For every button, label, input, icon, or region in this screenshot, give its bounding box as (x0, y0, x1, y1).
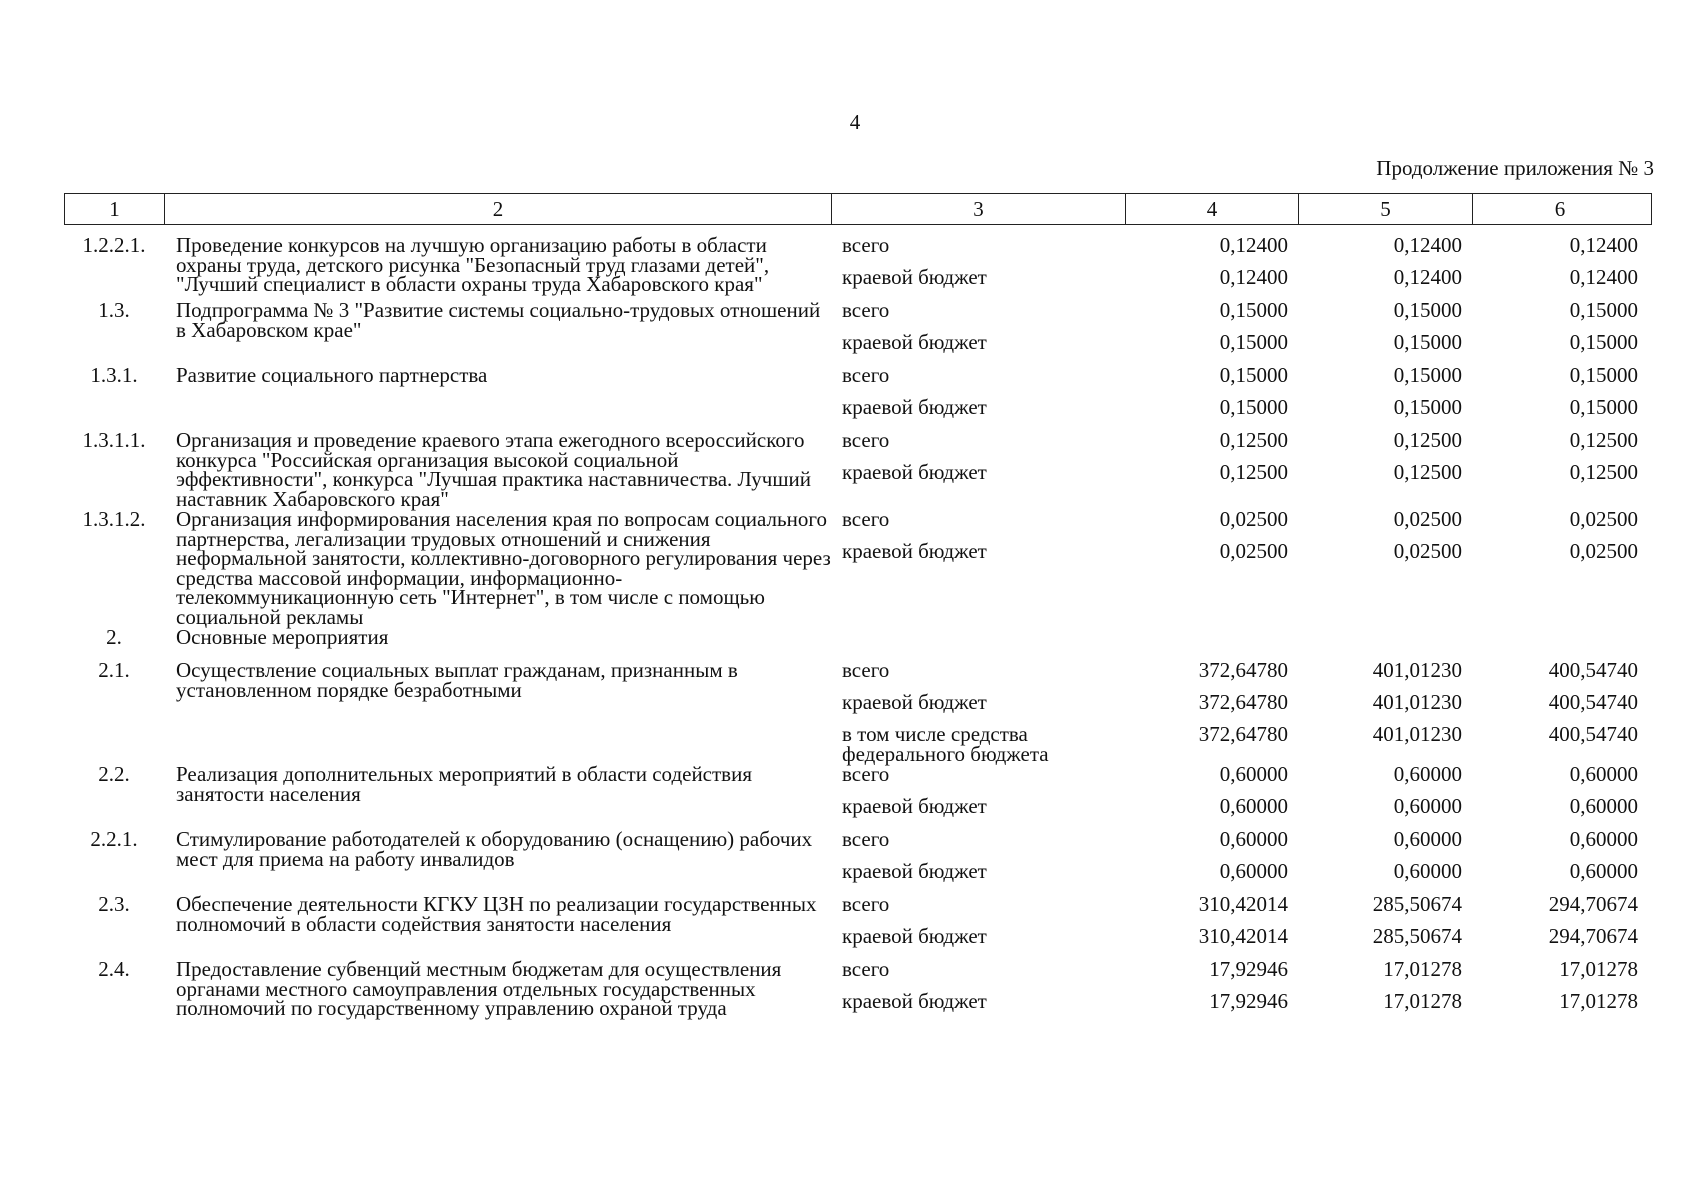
funding-source: краевой бюджет (842, 330, 987, 354)
value-col-4: 372,64780 (1198, 658, 1288, 682)
table-row (64, 892, 1652, 959)
value-col-6: 0,02500 (1569, 539, 1638, 563)
funding-line (831, 827, 1652, 862)
value-col-6: 0,15000 (1569, 363, 1638, 387)
table-row (64, 957, 1652, 1024)
value-col-6: 0,60000 (1569, 794, 1638, 818)
table-row (64, 658, 1652, 766)
value-col-5: 0,02500 (1393, 539, 1462, 563)
row-number: 1.3.1.1. (82, 428, 146, 452)
value-col-6: 294,70674 (1548, 892, 1638, 916)
funding-line (831, 924, 1652, 959)
row-funding-lines (831, 428, 1652, 495)
funding-line (831, 233, 1652, 268)
value-col-4: 310,42014 (1198, 892, 1288, 916)
funding-line (831, 989, 1652, 1024)
value-col-6: 400,54740 (1548, 658, 1638, 682)
row-number: 1.3. (98, 298, 130, 322)
funding-source: всего (842, 762, 890, 786)
value-col-4: 372,64780 (1198, 722, 1288, 746)
header-col-1: 1 (65, 194, 165, 224)
funding-line (831, 722, 1652, 766)
funding-source: всего (842, 957, 890, 981)
value-col-6: 0,15000 (1569, 330, 1638, 354)
value-col-5: 0,12400 (1393, 233, 1462, 257)
funding-source: краевой бюджет (842, 794, 987, 818)
funding-source: краевой бюджет (842, 989, 987, 1013)
row-number: 1.3.1. (90, 363, 138, 387)
row-number: 2.2. (98, 762, 130, 786)
value-col-5: 0,12500 (1393, 428, 1462, 452)
row-number: 2.1. (98, 658, 130, 682)
value-col-5: 401,01230 (1372, 690, 1462, 714)
row-title: Обеспечение деятельности КГКУ ЦЗН по реализации государственных полномочий в области содействия занятости населения (176, 892, 817, 936)
value-col-5: 0,60000 (1393, 762, 1462, 786)
value-col-4: 0,15000 (1219, 330, 1288, 354)
funding-line (831, 395, 1652, 430)
funding-line (831, 428, 1652, 463)
value-col-5: 401,01230 (1372, 658, 1462, 682)
funding-source: всего (842, 233, 890, 257)
value-col-6: 400,54740 (1548, 690, 1638, 714)
funding-line (831, 330, 1652, 365)
value-col-5: 0,12500 (1393, 460, 1462, 484)
value-col-5: 0,60000 (1393, 827, 1462, 851)
table-row (64, 233, 1652, 300)
header-col-5: 5 (1299, 194, 1473, 224)
funding-source: краевой бюджет (842, 539, 987, 563)
funding-source: краевой бюджет (842, 859, 987, 883)
funding-line (831, 507, 1652, 542)
header-col-2: 2 (165, 194, 832, 224)
value-col-6: 0,12400 (1569, 233, 1638, 257)
funding-line (831, 794, 1652, 829)
value-col-4: 0,12400 (1219, 233, 1288, 257)
funding-line (831, 658, 1652, 693)
row-title: Подпрограмма № 3 "Развитие системы социально-трудовых отношений в Хабаровском крае" (176, 298, 821, 342)
table-row (64, 507, 1652, 629)
value-col-5: 285,50674 (1372, 892, 1462, 916)
row-number: 1.3.1.2. (82, 507, 146, 531)
value-col-5: 0,02500 (1393, 507, 1462, 531)
row-funding-lines (831, 827, 1652, 894)
value-col-6: 0,12500 (1569, 460, 1638, 484)
funding-source: всего (842, 298, 890, 322)
funding-source: краевой бюджет (842, 924, 987, 948)
value-col-4: 0,02500 (1219, 507, 1288, 531)
value-col-4: 0,15000 (1219, 363, 1288, 387)
funding-line (831, 298, 1652, 333)
value-col-4: 0,02500 (1219, 539, 1288, 563)
row-number: 2.2.1. (90, 827, 138, 851)
row-funding-lines (831, 298, 1652, 365)
funding-source: в том числе средства федерального бюджета (842, 722, 1049, 766)
funding-source: всего (842, 827, 890, 851)
value-col-4: 372,64780 (1198, 690, 1288, 714)
funding-source: всего (842, 892, 890, 916)
funding-source: всего (842, 507, 890, 531)
row-title: Организация информирования населения края по вопросам социального партнерства, легализации трудовых отношений и снижения неформальной занятости, коллективно-договорного регулирования через средства массовой информации, информационно-телекоммуникационную сеть "Интернет", в том числе с помощью социальной рекламы (176, 507, 831, 629)
row-title: Развитие социального партнерства (176, 363, 488, 387)
funding-line (831, 957, 1652, 992)
table-row (64, 625, 1652, 660)
value-col-5: 0,60000 (1393, 859, 1462, 883)
value-col-4: 0,12500 (1219, 428, 1288, 452)
funding-line (831, 265, 1652, 300)
funding-line (831, 363, 1652, 398)
row-funding-lines (831, 507, 1652, 574)
funding-source: краевой бюджет (842, 395, 987, 419)
table-header (64, 193, 1652, 225)
row-funding-lines (831, 233, 1652, 300)
table-row (64, 428, 1652, 511)
row-title: Предоставление субвенций местным бюджетам для осуществления органами местного самоуправления отдельных государственных полномочий по государственному управлению охраной труда (176, 957, 782, 1020)
value-col-5: 0,15000 (1393, 363, 1462, 387)
funding-source: краевой бюджет (842, 460, 987, 484)
table-body (64, 233, 1652, 1025)
value-col-6: 294,70674 (1548, 924, 1638, 948)
row-number: 2.3. (98, 892, 130, 916)
value-col-4: 0,60000 (1219, 859, 1288, 883)
table-row (64, 298, 1652, 365)
row-funding-lines (831, 957, 1652, 1024)
value-col-6: 17,01278 (1559, 989, 1638, 1013)
value-col-5: 0,60000 (1393, 794, 1462, 818)
header-col-3: 3 (832, 194, 1126, 224)
value-col-5: 0,15000 (1393, 330, 1462, 354)
row-number: 2. (106, 625, 122, 649)
value-col-6: 0,12500 (1569, 428, 1638, 452)
value-col-4: 0,15000 (1219, 298, 1288, 322)
funding-line (831, 892, 1652, 927)
value-col-5: 17,01278 (1383, 989, 1462, 1013)
table-row (64, 762, 1652, 829)
funding-line (831, 539, 1652, 574)
value-col-4: 310,42014 (1198, 924, 1288, 948)
value-col-6: 0,02500 (1569, 507, 1638, 531)
value-col-4: 17,92946 (1209, 957, 1288, 981)
appendix-note: Продолжение приложения № 3 (1376, 156, 1654, 180)
funding-source: всего (842, 658, 890, 682)
value-col-6: 17,01278 (1559, 957, 1638, 981)
funding-line (831, 460, 1652, 495)
value-col-6: 0,12400 (1569, 265, 1638, 289)
funding-source: всего (842, 428, 890, 452)
row-title: Осуществление социальных выплат гражданам, признанным в установленном порядке безработными (176, 658, 738, 702)
funding-source: краевой бюджет (842, 690, 987, 714)
value-col-4: 0,60000 (1219, 827, 1288, 851)
value-col-5: 0,12400 (1393, 265, 1462, 289)
value-col-4: 0,60000 (1219, 794, 1288, 818)
value-col-6: 0,60000 (1569, 827, 1638, 851)
value-col-4: 0,15000 (1219, 395, 1288, 419)
value-col-6: 0,60000 (1569, 859, 1638, 883)
row-title: Реализация дополнительных мероприятий в области содействия занятости населения (176, 762, 752, 806)
value-col-5: 285,50674 (1372, 924, 1462, 948)
row-title: Основные мероприятия (176, 625, 389, 649)
value-col-6: 400,54740 (1548, 722, 1638, 746)
funding-source: краевой бюджет (842, 265, 987, 289)
funding-source: всего (842, 363, 890, 387)
row-funding-lines (831, 762, 1652, 829)
row-funding-lines (831, 658, 1652, 766)
value-col-6: 0,60000 (1569, 762, 1638, 786)
table-row (64, 363, 1652, 430)
value-col-5: 0,15000 (1393, 298, 1462, 322)
value-col-4: 0,60000 (1219, 762, 1288, 786)
row-title: Организация и проведение краевого этапа ежегодного всероссийского конкурса "Российская организация высокой социальной эффективности", конкурса "Лучшая практика наставничества. Лучший наставник Хабаровского края" (176, 428, 811, 511)
value-col-5: 401,01230 (1372, 722, 1462, 746)
header-col-6: 6 (1554, 197, 1566, 221)
funding-line (831, 690, 1652, 725)
row-number: 2.4. (98, 957, 130, 981)
row-funding-lines (831, 363, 1652, 430)
value-col-4: 17,92946 (1209, 989, 1288, 1013)
value-col-5: 17,01278 (1383, 957, 1462, 981)
row-title: Стимулирование работодателей к оборудованию (оснащению) рабочих мест для приема на работу инвалидов (176, 827, 813, 871)
value-col-4: 0,12400 (1219, 265, 1288, 289)
value-col-4: 0,12500 (1219, 460, 1288, 484)
row-title: Проведение конкурсов на лучшую организацию работы в области охраны труда, детского рисунка "Безопасный труд глазами детей", "Лучший специалист в области охраны труда Хабаровского края" (176, 233, 770, 296)
row-funding-lines (831, 892, 1652, 959)
value-col-5: 0,15000 (1393, 395, 1462, 419)
row-number: 1.2.2.1. (82, 233, 146, 257)
funding-line (831, 762, 1652, 797)
table-row (64, 827, 1652, 894)
header-col-4: 4 (1126, 194, 1299, 224)
funding-line (831, 859, 1652, 894)
value-col-6: 0,15000 (1569, 395, 1638, 419)
value-col-6: 0,15000 (1569, 298, 1638, 322)
page-number: 4 (849, 110, 861, 134)
